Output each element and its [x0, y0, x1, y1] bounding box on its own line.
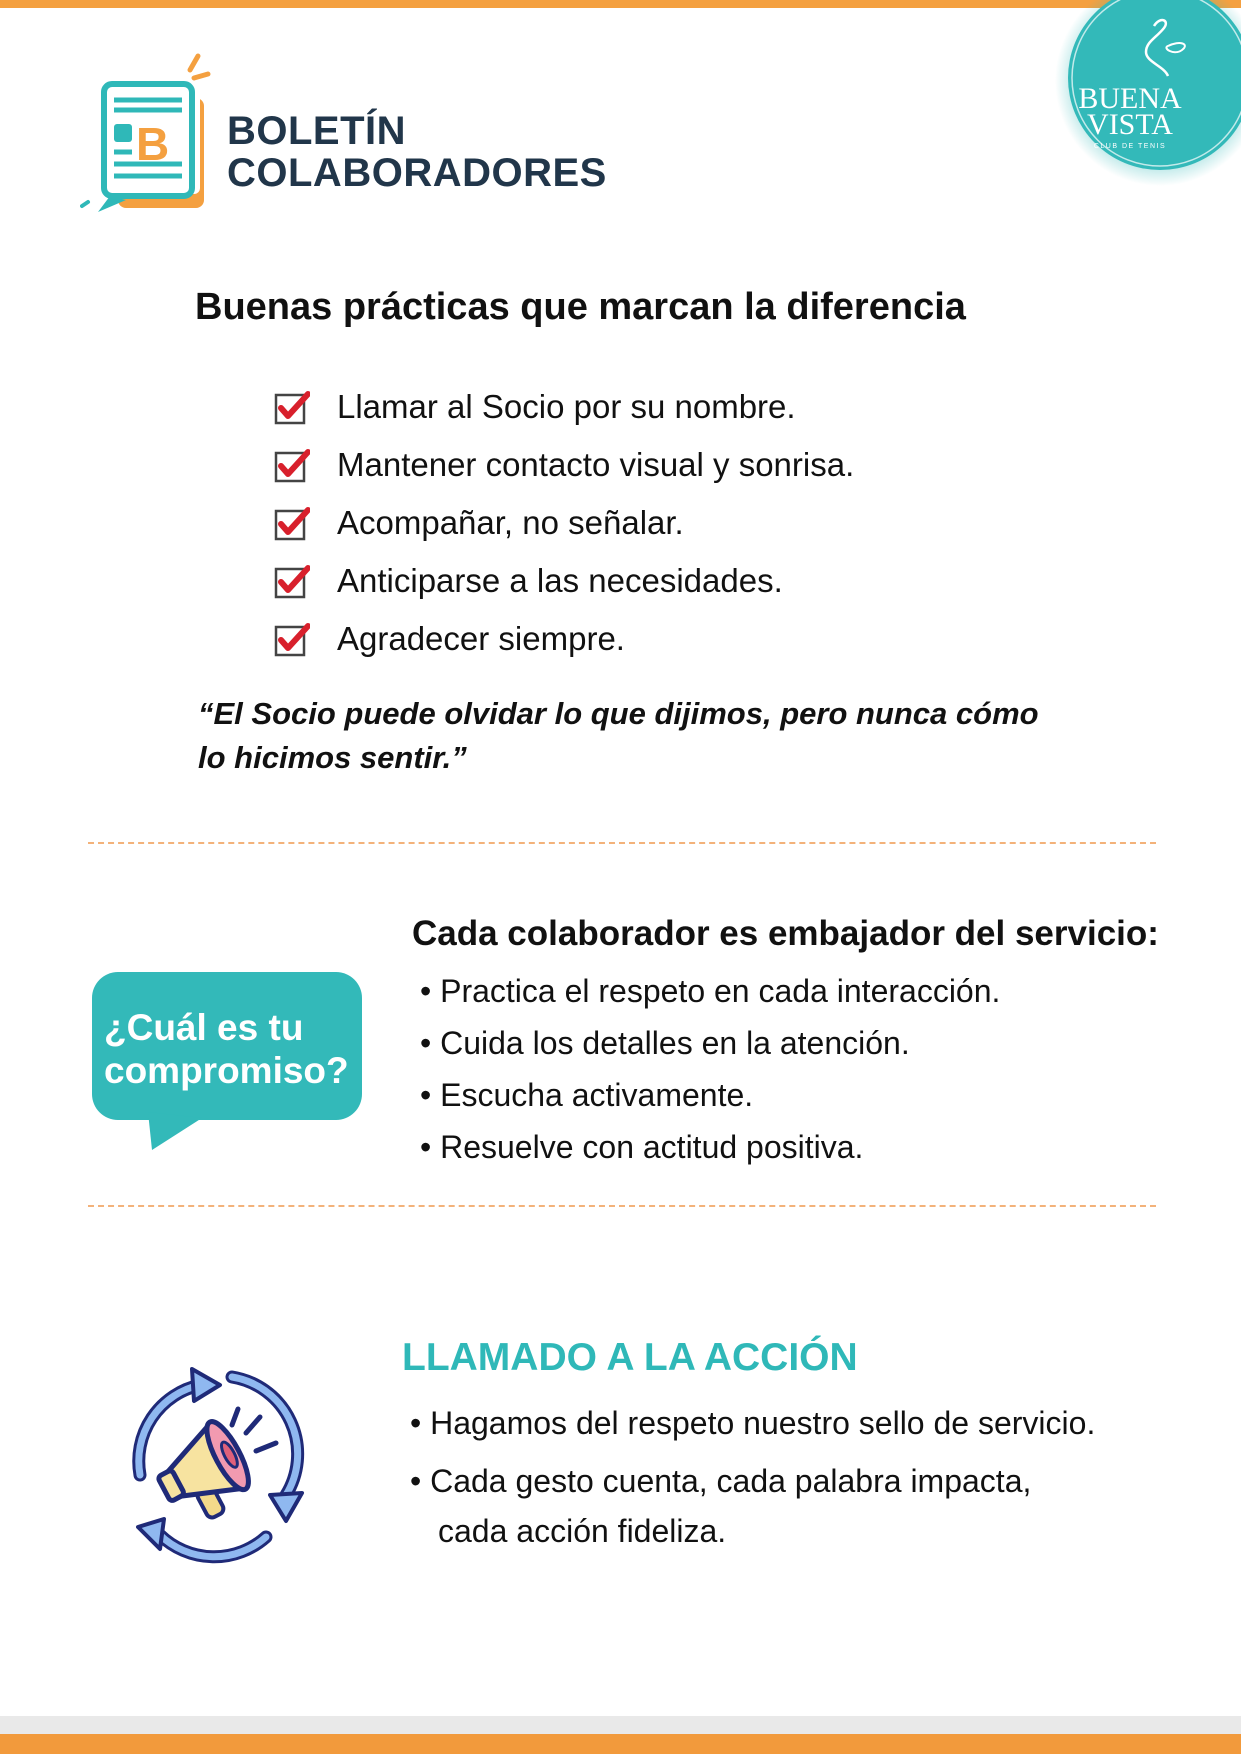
checkbox-checked-icon: [274, 505, 310, 541]
practice-item-text: Acompañar, no señalar.: [337, 504, 684, 541]
checkbox-checked-icon: [274, 389, 310, 425]
club-subtitle: CLUB DE TENIS: [1093, 143, 1167, 150]
commitment-item: • Escucha activamente.: [420, 1077, 754, 1113]
bubble-line1: ¿Cuál es tu: [104, 1007, 304, 1048]
commitment-list: [420, 965, 1000, 1173]
practice-item-text: Agradecer siempre.: [337, 620, 625, 657]
bottom-grey-band: [0, 1716, 1241, 1734]
practice-item-text: Anticiparse a las necesidades.: [337, 562, 783, 599]
commitment-item: • Cuida los detalles en la atención.: [420, 1025, 910, 1061]
practices-list: [274, 378, 854, 668]
cta-item-text-continued: cada acción fideliza.: [438, 1513, 727, 1549]
cta-list: [410, 1398, 1200, 1564]
commitment-title: Cada colaborador es embajador del servicio:: [412, 914, 1159, 953]
cta-title: LLAMADO A LA ACCIÓN: [402, 1336, 858, 1379]
bubble-line2: compromiso?: [104, 1050, 349, 1091]
newsletter-logo-icon: [80, 52, 215, 227]
practice-item: [274, 552, 854, 610]
practices-title: Buenas prácticas que marcan la diferencia: [195, 286, 966, 328]
checkbox-checked-icon: [274, 621, 310, 657]
practice-item: [274, 494, 854, 552]
club-badge: [1050, 0, 1241, 196]
bottom-accent-bar: [0, 1734, 1241, 1754]
newsletter-title-line2: COLABORADORES: [227, 151, 607, 195]
commitment-item: • Resuelve con actitud positiva.: [420, 1129, 864, 1165]
megaphone-icon: [100, 1355, 330, 1570]
practice-item: [274, 378, 854, 436]
cta-item-text: • Hagamos del respeto nuestro sello de servicio.: [410, 1405, 1096, 1441]
section-divider: [88, 1205, 1156, 1207]
cta-item: [410, 1398, 1200, 1448]
club-name-line2: VISTA: [1087, 108, 1173, 141]
quote-line2: lo hicimos sentir.”: [198, 740, 467, 775]
logo-letter: B: [136, 118, 170, 170]
cta-item-text: • Cada gesto cuenta, cada palabra impacta,: [410, 1463, 1032, 1499]
quote-line1: “El Socio puede olvidar lo que dijimos, pero nunca cómo: [198, 696, 1039, 731]
practice-item-text: Mantener contacto visual y sonrisa.: [337, 446, 855, 483]
checkbox-checked-icon: [274, 447, 310, 483]
club-name-line1: BUENA: [1078, 82, 1182, 115]
commitment-bubble-text: [104, 1006, 364, 1092]
newsletter-title: [227, 110, 607, 194]
quote: [198, 692, 1098, 780]
checkbox-checked-icon: [274, 563, 310, 599]
practice-item: [274, 610, 854, 668]
newsletter-title-line1: BOLETÍN: [227, 109, 407, 153]
cta-item: [410, 1456, 1200, 1556]
practice-item: [274, 436, 854, 494]
section-divider: [88, 842, 1156, 844]
commitment-item: • Practica el respeto en cada interacción.: [420, 973, 1001, 1009]
practice-item-text: Llamar al Socio por su nombre.: [337, 388, 796, 425]
